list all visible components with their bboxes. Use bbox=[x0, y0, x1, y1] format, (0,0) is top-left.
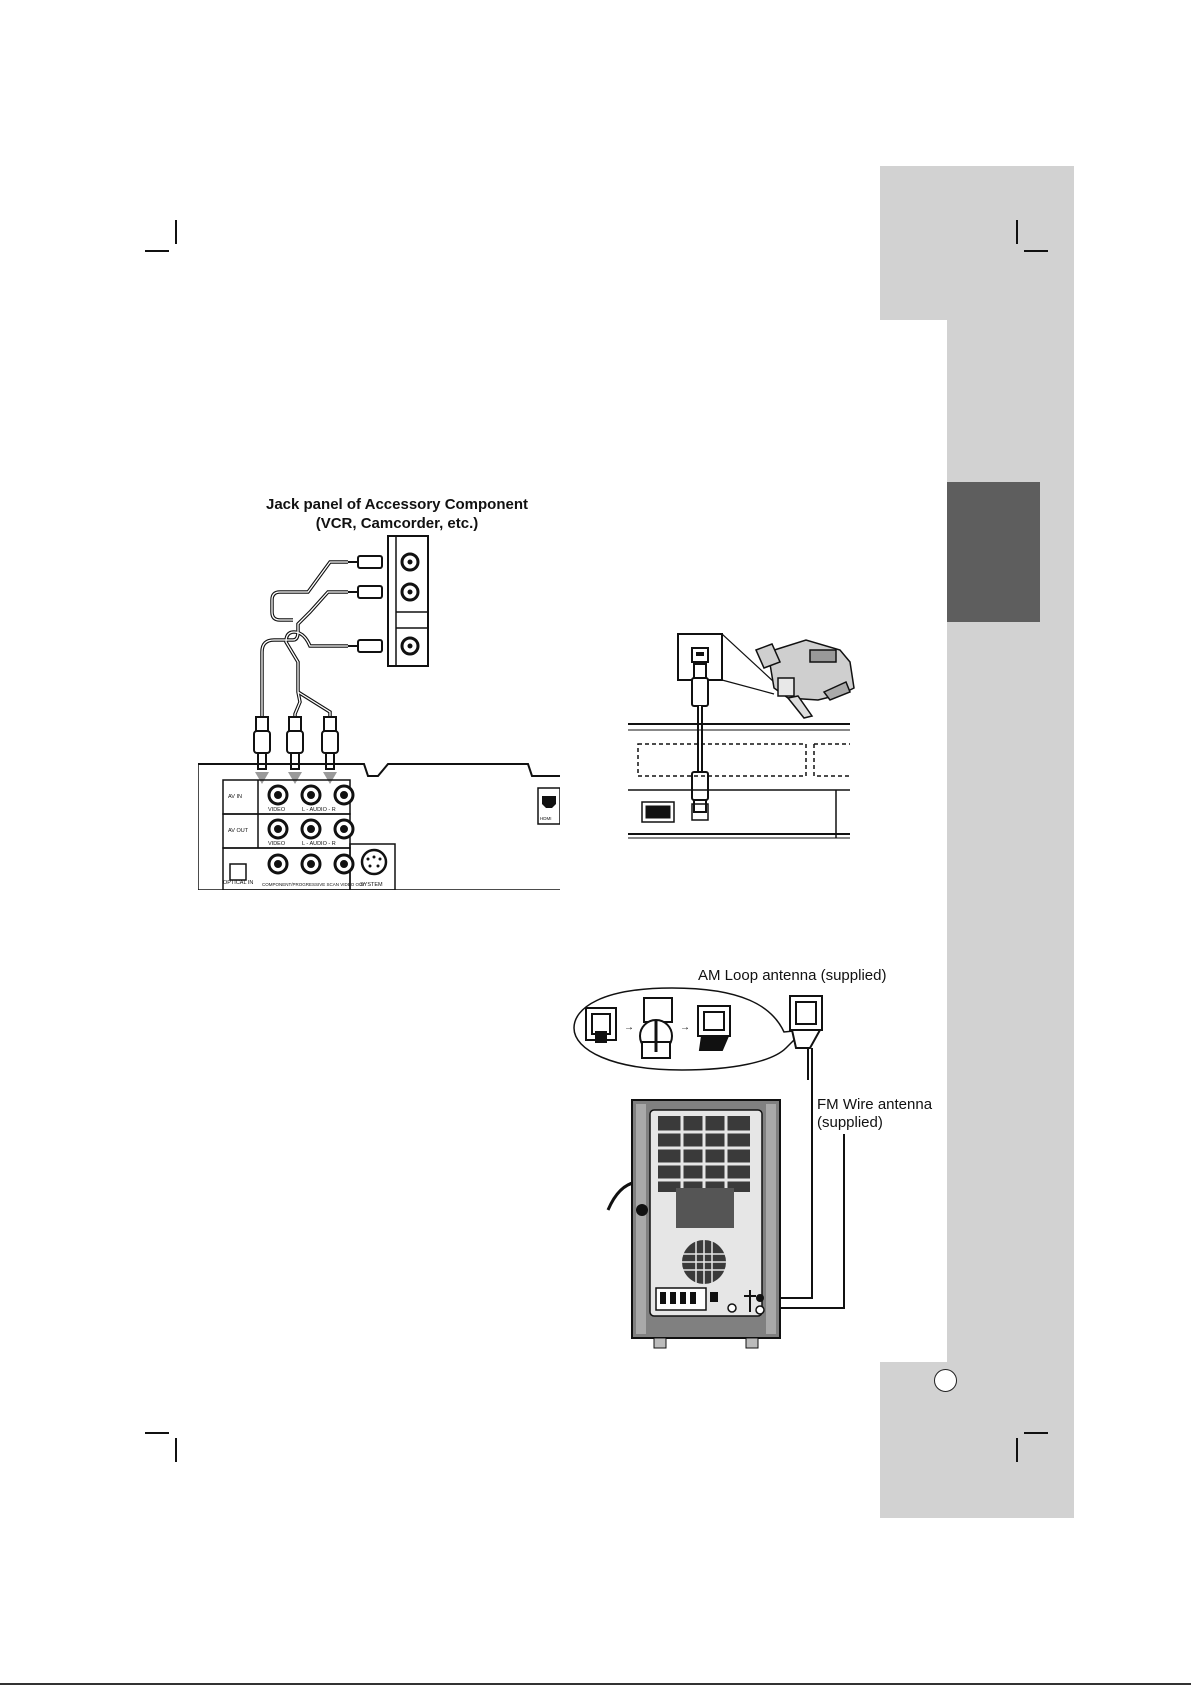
fm-antenna-label-line2: (supplied) bbox=[817, 1114, 883, 1131]
page-number-circle bbox=[934, 1369, 957, 1392]
component-label: COMPONENT/PROGRESSIVE SCAN VIDEO OUT bbox=[262, 882, 366, 887]
unit-jacks bbox=[269, 786, 386, 874]
insert-arrows bbox=[255, 772, 337, 784]
figure1-title-line2: (VCR, Camcorder, etc.) bbox=[315, 515, 479, 532]
assembly-step-1 bbox=[586, 1008, 616, 1042]
accessory-jack-panel bbox=[388, 536, 428, 666]
video-label-2: VIDEO bbox=[268, 841, 286, 847]
svg-text:→: → bbox=[680, 1022, 690, 1033]
av-in-label: AV IN bbox=[228, 794, 242, 800]
av-out-label: AV OUT bbox=[228, 828, 249, 834]
assembly-step-3 bbox=[698, 1006, 730, 1050]
main-unit-front bbox=[628, 724, 850, 838]
camcorder-usb-diagram bbox=[628, 622, 863, 865]
optical-in-label: OPTICAL IN bbox=[223, 880, 254, 886]
video-label-1: VIDEO bbox=[268, 807, 286, 813]
audio-label-2: L - AUDIO - R bbox=[302, 841, 336, 847]
crop-mark-bl-h bbox=[145, 1432, 169, 1434]
crop-mark-bl-v bbox=[175, 1438, 177, 1462]
crop-mark-tl-v bbox=[175, 220, 177, 244]
am-antenna-label: AM Loop antenna (supplied) bbox=[698, 967, 887, 984]
receiver-rear-panel bbox=[632, 1100, 780, 1338]
system-label: SYSTEM bbox=[360, 882, 383, 888]
svg-text:→: → bbox=[624, 1022, 634, 1033]
crop-mark-br-v bbox=[1016, 1438, 1018, 1462]
antenna-connection-diagram bbox=[572, 986, 884, 1350]
hdmi-port-shape bbox=[542, 796, 556, 808]
crop-mark-tl-h bbox=[145, 250, 169, 252]
crop-mark-tr-h bbox=[1024, 250, 1048, 252]
accessory-plugs bbox=[348, 556, 382, 652]
audio-label-1: L - AUDIO - R bbox=[302, 807, 336, 813]
am-loop-antenna-icon bbox=[790, 996, 822, 1048]
bottom-rule bbox=[0, 1683, 1191, 1685]
accessory-connection-diagram bbox=[198, 532, 560, 890]
side-tab-bottom bbox=[880, 1362, 1074, 1518]
figure1-title-line1: Jack panel of Accessory Component bbox=[265, 496, 529, 513]
assembly-step-2 bbox=[640, 998, 672, 1058]
hdmi-label: HDMI bbox=[540, 816, 552, 821]
unit-plugs bbox=[254, 717, 338, 769]
side-tab-strip bbox=[947, 318, 1074, 1364]
crop-mark-br-h bbox=[1024, 1432, 1048, 1434]
fm-antenna-label-line1: FM Wire antenna bbox=[817, 1096, 933, 1113]
section-marker-tab bbox=[947, 482, 1040, 622]
crop-mark-tr-v bbox=[1016, 220, 1018, 244]
side-tab-top bbox=[880, 166, 1074, 320]
